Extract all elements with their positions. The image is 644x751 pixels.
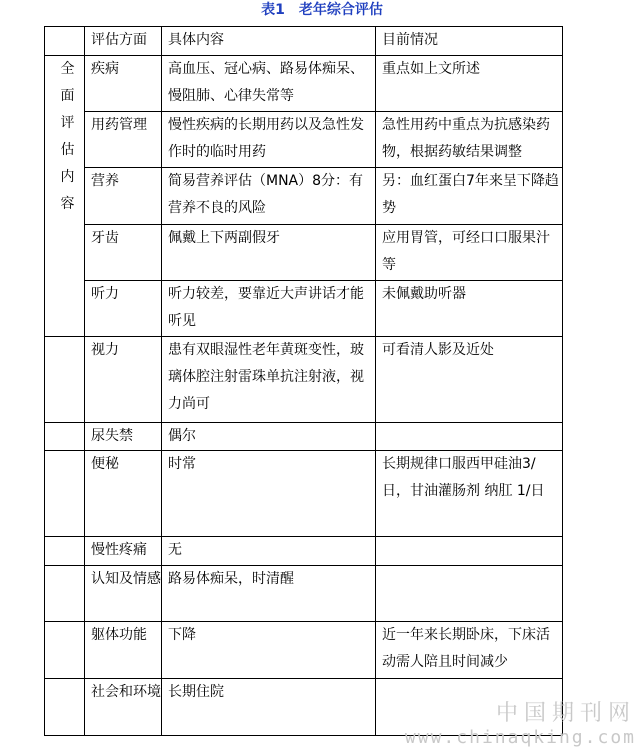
aspect-cell: 牙齿 [85, 225, 162, 281]
header-aspect: 评估方面 [85, 27, 162, 56]
status-cell: 长期规律口服西甲硅油3/日，甘油灌肠剂 纳肛 1/日 [376, 451, 563, 537]
status-cell [376, 423, 563, 451]
content-cell: 长期住院 [162, 679, 376, 736]
table-header-row [45, 27, 563, 56]
status-cell [376, 566, 563, 622]
status-cell: 重点如上文所述 [376, 56, 563, 112]
header-content: 具体内容 [162, 27, 376, 56]
section-empty-cell [45, 423, 85, 451]
table-row [45, 451, 563, 537]
assessment-table [44, 26, 563, 736]
table-row [45, 112, 563, 168]
table-row [45, 225, 563, 281]
content-cell: 患有双眼湿性老年黄斑变性，玻璃体腔注射雷珠单抗注射液，视力尚可 [162, 337, 376, 423]
content-cell: 偶尔 [162, 423, 376, 451]
aspect-cell: 躯体功能 [85, 622, 162, 679]
table-row [45, 423, 563, 451]
table-row [45, 281, 563, 337]
content-cell: 路易体痴呆，时清醒 [162, 566, 376, 622]
header-status: 目前情况 [376, 27, 563, 56]
aspect-cell: 营养 [85, 168, 162, 225]
section-label-cell [45, 56, 85, 337]
table-row [45, 679, 563, 736]
status-cell: 可看清人影及近处 [376, 337, 563, 423]
status-cell: 应用胃管，可经口口服果汁等 [376, 225, 563, 281]
content-cell: 高血压、冠心病、路易体痴呆、慢阻肺、心律失常等 [162, 56, 376, 112]
watermark-url: www.chinaqking.com [404, 727, 636, 748]
table-row [45, 56, 563, 112]
aspect-cell: 尿失禁 [85, 423, 162, 451]
status-cell: 未佩戴助听器 [376, 281, 563, 337]
section-empty-cell [45, 679, 85, 736]
aspect-cell: 用药管理 [85, 112, 162, 168]
section-empty-cell [45, 566, 85, 622]
aspect-cell: 疾病 [85, 56, 162, 112]
aspect-cell: 认知及情感 [85, 566, 162, 622]
watermark-cn: 中国期刊网 [495, 701, 636, 726]
content-cell: 无 [162, 537, 376, 566]
status-cell [376, 537, 563, 566]
table-row [45, 622, 563, 679]
table-row [45, 337, 563, 423]
table-caption: 表1 老年综合评估 [261, 2, 383, 18]
aspect-cell: 社会和环境 [85, 679, 162, 736]
content-cell: 佩戴上下两副假牙 [162, 225, 376, 281]
table-row [45, 537, 563, 566]
status-cell [376, 679, 563, 736]
status-cell: 急性用药中重点为抗感染药物，根据药敏结果调整 [376, 112, 563, 168]
section-label: 全面评估内容 [60, 61, 75, 212]
table-row [45, 168, 563, 225]
content-cell: 简易营养评估（MNA）8分：有营养不良的风险 [162, 168, 376, 225]
aspect-cell: 便秘 [85, 451, 162, 537]
content-cell: 时常 [162, 451, 376, 537]
aspect-cell: 听力 [85, 281, 162, 337]
section-empty-cell [45, 537, 85, 566]
status-cell: 近一年来长期卧床，下床活动需人陪且时间减少 [376, 622, 563, 679]
content-cell: 下降 [162, 622, 376, 679]
section-empty-cell [45, 622, 85, 679]
section-empty-cell [45, 337, 85, 423]
status-cell: 另：血红蛋白7年来呈下降趋势 [376, 168, 563, 225]
header-section-cell [45, 27, 85, 56]
content-cell: 听力较差，要靠近大声讲话才能听见 [162, 281, 376, 337]
section-empty-cell [45, 451, 85, 537]
aspect-cell: 慢性疼痛 [85, 537, 162, 566]
content-cell: 慢性疾病的长期用药以及急性发作时的临时用药 [162, 112, 376, 168]
table-row [45, 566, 563, 622]
aspect-cell: 视力 [85, 337, 162, 423]
